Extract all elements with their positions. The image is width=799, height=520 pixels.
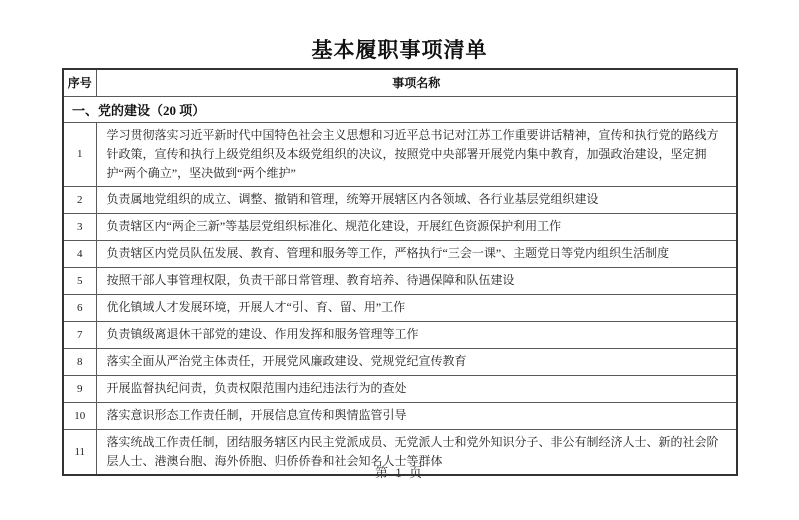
row-index: 1 bbox=[63, 122, 96, 186]
section-header: 一、党的建设（20 项） bbox=[63, 96, 737, 122]
row-item-name: 开展监督执纪问责，负责权限范围内违纪违法行为的查处 bbox=[96, 375, 737, 402]
row-item-name: 学习贯彻落实习近平新时代中国特色社会主义思想和习近平总书记对江苏工作重要讲话精神，宣传和执行党的路线方针政策，宣传和执行上级党组织及本级党组织的决议，按照党中央部署开展党内集中教育，加强政治建设，坚定拥护“两个确立”，坚决做到“两个维护” bbox=[96, 122, 737, 186]
row-item-name: 按照干部人事管理权限，负责干部日常管理、教育培养、待遇保障和队伍建设 bbox=[96, 267, 737, 294]
table-body bbox=[63, 96, 737, 475]
row-index: 9 bbox=[63, 375, 96, 402]
row-index: 2 bbox=[63, 186, 96, 213]
column-header-index: 序号 bbox=[63, 69, 96, 96]
page-title: 基本履职事项清单 bbox=[311, 38, 488, 62]
duty-items-table bbox=[62, 68, 738, 476]
header-row bbox=[63, 69, 737, 96]
row-index: 7 bbox=[63, 321, 96, 348]
table-row bbox=[63, 348, 737, 375]
row-index: 11 bbox=[63, 429, 96, 475]
column-header-name: 事项名称 bbox=[96, 69, 737, 96]
row-index: 4 bbox=[63, 240, 96, 267]
table-row bbox=[63, 240, 737, 267]
row-index: 6 bbox=[63, 294, 96, 321]
row-index: 10 bbox=[63, 402, 96, 429]
row-item-name: 落实意识形态工作责任制，开展信息宣传和舆情监管引导 bbox=[96, 402, 737, 429]
table-row bbox=[63, 186, 737, 213]
row-item-name: 落实全面从严治党主体责任，开展党风廉政建设、党规党纪宣传教育 bbox=[96, 348, 737, 375]
row-item-name: 负责属地党组织的成立、调整、撤销和管理，统筹开展辖区内各领域、各行业基层党组织建设 bbox=[96, 186, 737, 213]
table-row bbox=[63, 294, 737, 321]
table-header bbox=[63, 69, 737, 96]
table-row bbox=[63, 213, 737, 240]
row-item-name: 优化镇域人才发展环境，开展人才“引、育、留、用”工作 bbox=[96, 294, 737, 321]
section-row bbox=[63, 96, 737, 122]
row-item-name: 负责辖区内“两企三新”等基层党组织标准化、规范化建设，开展红色资源保护利用工作 bbox=[96, 213, 737, 240]
table-row bbox=[63, 402, 737, 429]
row-index: 3 bbox=[63, 213, 96, 240]
row-item-name: 负责辖区内党员队伍发展、教育、管理和服务等工作，严格执行“三会一课”、主题党日等党内组织生活制度 bbox=[96, 240, 737, 267]
table-row bbox=[63, 375, 737, 402]
row-index: 5 bbox=[63, 267, 96, 294]
row-index: 8 bbox=[63, 348, 96, 375]
table-row bbox=[63, 122, 737, 186]
row-item-name: 落实统战工作责任制，团结服务辖区内民主党派成员、无党派人士和党外知识分子、非公有制经济人士、新的社会阶层人士、港澳台胞、海外侨胞、归侨侨眷和社会知名人士等群体 bbox=[96, 429, 737, 475]
row-item-name: 负责镇级离退休干部党的建设、作用发挥和服务管理等工作 bbox=[96, 321, 737, 348]
table-row bbox=[63, 267, 737, 294]
page-number: 第 1 页 bbox=[374, 465, 424, 480]
table-row bbox=[63, 321, 737, 348]
